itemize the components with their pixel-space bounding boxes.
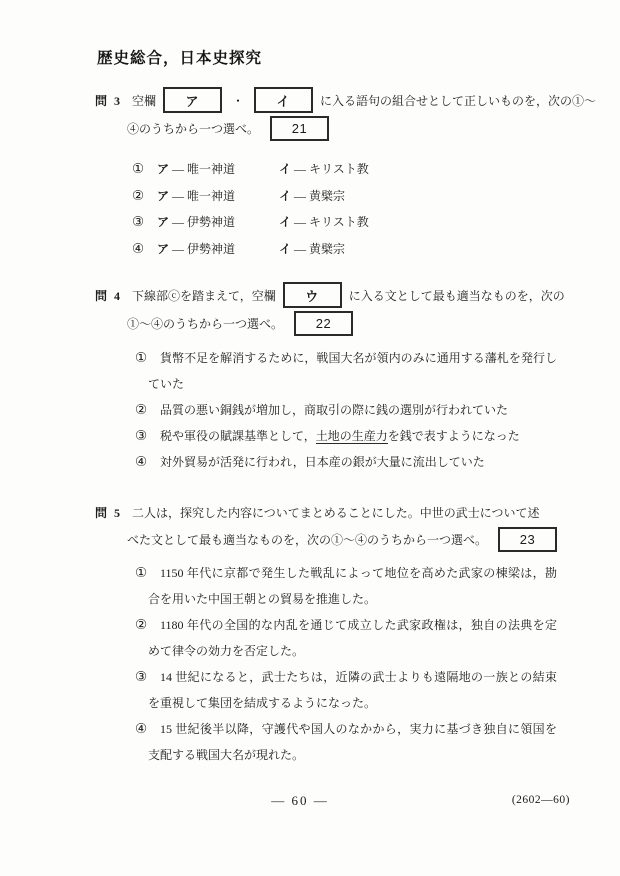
- question-3-intro-post: に入る語句の組合せとして正しいものを，次の①～: [320, 93, 597, 108]
- question-4-options: [135, 345, 557, 475]
- option-pair-b: イ ― 黄檗宗: [279, 241, 346, 256]
- option-pair-b: イ ― キリスト教: [279, 162, 369, 176]
- question-3-intro-line2-text: ④のうちから一つ選べ。: [127, 121, 260, 136]
- circled-number-2: ②: [135, 617, 148, 633]
- option-text: 1180 年代の全国的な内乱を通じて成立した武家政権は，独自の法典を定めて律令の効力を否定した。: [148, 618, 557, 658]
- option-text-post: を銭で表すようになった: [387, 429, 520, 443]
- question-5-intro-line1-text: 二人は，探究した内容についてまとめることにした。中世の武士について述: [132, 505, 540, 520]
- circled-number-4: ④: [132, 240, 145, 257]
- circled-number-3: ③: [135, 428, 148, 444]
- page-number: — 60 —: [271, 793, 329, 808]
- circled-number-3: ③: [135, 669, 148, 685]
- blank-box-a: ア: [163, 87, 222, 113]
- circled-number-2: ②: [135, 402, 148, 418]
- question-3-options: [132, 156, 554, 262]
- question-5-option-3: [135, 664, 557, 716]
- answer-number-box-21: 21: [270, 116, 329, 141]
- blank-box-b: イ: [254, 87, 313, 113]
- question-5-intro-line2-text: べた文として最も適当なものを，次の①～④のうちから一つ選べ。: [127, 532, 488, 547]
- option-text: 品質の悪い銅銭が増加し，商取引の際に銭の選別が行われていた: [160, 403, 509, 417]
- option-text: 14 世紀になると，武士たちは，近隣の武士よりも遠隔地の一族との結束を重視して集団を結成するようになった。: [148, 670, 557, 710]
- option-pair-a: ア ― 唯一神道: [157, 188, 236, 203]
- circled-number-3: ③: [132, 214, 145, 230]
- circled-number-2: ②: [132, 187, 145, 204]
- option-pair-b: イ ― キリスト教: [279, 215, 369, 229]
- question-4-option-1: [135, 345, 557, 397]
- option-text: 貨幣不足を解消するために，戦国大名が領内のみに通用する藩札を発行していた: [148, 351, 557, 391]
- question-4-intro-post: に入る文として最も適当なものを，次の: [348, 288, 565, 303]
- question-4-intro-pre: 下線部ⓒを踏まえて，空欄: [132, 288, 276, 303]
- question-5-intro-line2: [127, 525, 557, 553]
- option-text-pre: 税や軍役の賦課基準として，: [160, 429, 316, 443]
- option-text: 1150 年代に京都で発生した戦乱によって地位を高めた武家の棟梁は，勘合を用いた中国王朝との貿易を推進した。: [148, 566, 557, 606]
- circled-number-4: ④: [135, 721, 148, 737]
- option-text: 15 世紀後半以降，守護代や国人のなかから，実力に基づき独自に領国を支配する戦国大名が現れた。: [148, 722, 557, 762]
- question-4-option-4: [135, 449, 557, 475]
- question-5-options: [135, 560, 557, 768]
- blank-separator-dot: ・: [232, 93, 245, 108]
- question-5-intro-line1: [95, 498, 540, 526]
- page-title: 歴史総合，日本史探究: [97, 50, 263, 67]
- question-3-intro-line2: [127, 114, 329, 142]
- form-code: (2602—60): [511, 794, 570, 806]
- question-3-option-3: [132, 209, 554, 236]
- circled-number-4: ④: [135, 454, 148, 470]
- question-5-option-2: [135, 612, 557, 664]
- blank-box-c: ウ: [283, 282, 342, 308]
- option-pair-a: ア ― 伊勢神道: [157, 241, 236, 256]
- option-pair-b: イ ― 黄檗宗: [279, 188, 346, 203]
- answer-number-box-23: 23: [498, 527, 557, 552]
- question-4-intro-line1: [95, 281, 565, 309]
- question-5-option-4: [135, 716, 557, 768]
- question-3-label: 問 3: [95, 93, 123, 108]
- question-4-intro-line2-text: ①～④のうちから一つ選べ。: [127, 316, 284, 331]
- circled-number-1: ①: [135, 350, 148, 366]
- option-text: 対外貿易が活発に行われ，日本産の銀が大量に流出していた: [160, 455, 485, 469]
- answer-number-box-22: 22: [294, 311, 353, 336]
- question-4-option-3: [135, 423, 557, 449]
- question-3-option-1: [132, 156, 554, 183]
- underlined-phrase: 土地の生産力: [315, 429, 388, 443]
- circled-number-1: ①: [132, 161, 145, 177]
- question-3-intro-pre: 空欄: [132, 93, 157, 108]
- question-5-option-1: [135, 560, 557, 612]
- question-4-option-2: [135, 397, 557, 423]
- question-3-intro-line1: [95, 86, 596, 114]
- question-4-label: 問 4: [95, 288, 123, 303]
- question-4-intro-line2: [127, 309, 353, 337]
- option-pair-a: ア ― 唯一神道: [157, 162, 236, 176]
- question-5-label: 問 5: [95, 505, 123, 520]
- question-3-option-2: [132, 183, 554, 210]
- circled-number-1: ①: [135, 565, 148, 581]
- option-pair-a: ア ― 伊勢神道: [157, 215, 236, 229]
- question-3-option-4: [132, 236, 554, 263]
